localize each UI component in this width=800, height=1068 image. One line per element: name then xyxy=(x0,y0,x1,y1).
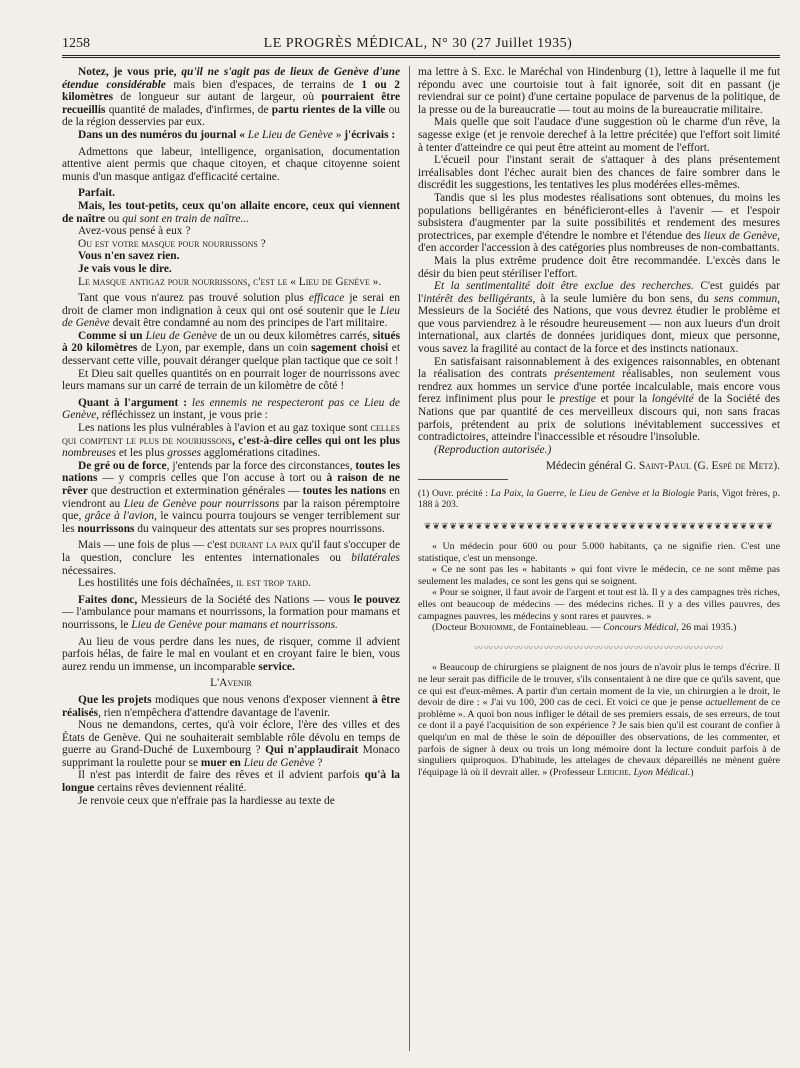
text-run: Médecin général G. xyxy=(545,460,639,473)
left-column-paragraph xyxy=(62,250,400,263)
left-column-paragraph xyxy=(62,263,400,276)
article-continuation xyxy=(418,66,780,473)
right-column-paragraph xyxy=(418,116,780,154)
text-run: « Ce ne sont pas les « habitants » qui font vivre le médecin, ce ne sont même pas seulement les malades, ce sont les gens qui se soignent. xyxy=(418,564,780,587)
text-run: modiques que nous venons d'exposer viennent xyxy=(151,693,373,706)
left-column-paragraph xyxy=(62,577,400,590)
text-run: Bonhomme xyxy=(469,622,514,634)
text-run: Lieu de Genève xyxy=(62,304,400,330)
text-run: Et la sentimentalité doit être exclue des recherches. xyxy=(434,280,694,293)
text-run: partu rientes de la ville xyxy=(271,103,386,116)
text-run: Lieu de Genève xyxy=(145,329,218,342)
text-run: Le masque antigaz pour nourrissons, c'est le « Lieu de Genève ». xyxy=(78,275,382,288)
text-run: En satisfaisant raisonnablement à des exigences raisonnables, en obtenant la réalisation des contrats xyxy=(418,355,780,381)
text-run: Quant à l'argument : xyxy=(78,396,192,409)
right-column xyxy=(418,66,780,778)
text-run: nourrissons xyxy=(77,522,135,535)
text-run: situés à 20 kilomètres xyxy=(62,329,400,355)
left-column-paragraph xyxy=(62,368,400,393)
author-signature xyxy=(418,460,780,473)
text-run: et pour la xyxy=(595,393,652,406)
footnote xyxy=(418,488,780,510)
text-run: qu'il faut s'occuper de la question, conclure les ententes internationales ou xyxy=(62,539,401,564)
text-run: « Un médecin pour 600 ou pour 5.000 habitants, ça ne signifie rien. C'est une statistique, c'est un mensonge. xyxy=(418,541,780,564)
text-run: pourraient être recueillis xyxy=(62,91,400,116)
text-run: Paris, Vigot frères, p. 188 à 203. xyxy=(418,488,780,511)
text-run: de Lyon, par exemple, dans un coin xyxy=(137,342,312,355)
left-column-paragraph xyxy=(62,129,400,142)
text-run: de ce problème ». A quoi bon nous infliger le détail de ses premiers essais, de ses erreurs, de tout ce dont il a payé l'acquisition de son expérience ? Je sais bien qu'il est courant de confier à quelqu'un en mal de thèse le soin de dépouiller des observations, de les commenter, et parfois de signer à deux ou trois un long mémoire dont la lecture conduit parfois à de singuliers quiproquos. D'habitude, les attelages de chevaux dépareillés ne mènent guère l'équipage là où il devrait aller. » (Professeur xyxy=(418,697,780,778)
left-column-paragraph xyxy=(62,694,400,719)
text-run: ma lettre à S. Exc. le Maréchal von Hindenburg (1), lettre à laquelle il me fut répondu avec une courtoisie tout à fait ignorée, soit dit en passant (je reviendrai sur ce point) d'une certaine populace de parvenus de la politique, de la presse ou de la bureaucratie — tout au moins de la bureaucratie militaire. xyxy=(418,66,780,116)
left-column-paragraph xyxy=(62,795,400,808)
text-run: ). xyxy=(773,460,780,473)
text-run: Nous ne demandons, certes, qu'à voir éclore, l'ère des villes et des États de Genève. Qui ne souhaiterait semblable rôle dévolu en temps de guerre au Grand-Duché de Luxembourg ? xyxy=(62,719,400,757)
text-run: Mais la plus extrême prudence doit être recommandée. L'excès dans le désir du bien peut stériliser l'effort. xyxy=(418,254,780,280)
text-run: grâce à l'avion xyxy=(84,510,155,523)
left-column-paragraph xyxy=(62,719,400,769)
text-run: efficace xyxy=(308,292,345,305)
right-column-paragraph xyxy=(418,356,780,444)
text-run: quantité de malades, d'infirmes, de xyxy=(105,103,272,116)
text-run: le pouvez xyxy=(353,593,400,606)
left-column-paragraph xyxy=(62,276,400,289)
text-run: Lieu de Genève pour mamans et nourrissons. xyxy=(131,618,338,631)
right-column-paragraph xyxy=(418,280,780,356)
text-run: , d'en accorder l'accession à des catégories plus nombreuses de non-combattants. xyxy=(418,229,780,255)
text-run: Qui n'applaudirait xyxy=(265,744,359,757)
text-run: Il n'est pas interdit de faire des rêves et il advient parfois xyxy=(78,769,365,782)
text-run: L'écueil pour l'instant serait de s'attaquer à des plans présentement irréalisables dont l'échec aurait bien des chances de faire sombrer dans le discrédit les suggestions, les tentatives les plus modérées elles-mêmes. xyxy=(418,154,780,192)
text-run: bilatérales xyxy=(351,551,400,564)
text-run: Je vais vous le dire. xyxy=(78,262,172,275)
left-column-paragraph xyxy=(62,146,400,184)
text-run: lieux de Genève xyxy=(703,229,778,242)
text-run: De gré ou de force xyxy=(78,459,167,472)
text-run: présentement xyxy=(554,368,615,381)
text-run: — y compris celles que l'on accuse à tort ou xyxy=(97,472,327,485)
text-run: Mais — une fois de plus — c'est xyxy=(78,539,230,552)
text-run: C'est guidés par l' xyxy=(418,280,780,305)
left-column-paragraph xyxy=(62,330,400,368)
text-run: celles qui comptent le plus de nourrissons xyxy=(62,422,400,447)
text-run: ou xyxy=(105,212,123,225)
text-run: L'Avenir xyxy=(210,677,252,690)
text-run: Ou est votre masque pour nourrissons ? xyxy=(78,237,266,250)
footnote-paragraph xyxy=(418,488,780,510)
text-run: de un ou deux kilomètres carrés, xyxy=(217,329,373,342)
text-run: « Beaucoup de chirurgiens se plaignent de nos jours de n'avoir plus le temps d'écrire. Il ne leur serait pas difficile de le trouver, s'ils consentaient à ne dire que ce qu'ils savent, que ce qui est d'eux-mêmes. A partir d'un certain moment de la vie, un chirurgien a le droit, le devoir de dire : « J'ai vu 100, 200 cas de ceci. Et voici ce que je pense xyxy=(418,662,780,709)
text-run: Faites donc, xyxy=(78,593,138,606)
text-run: Leriche xyxy=(597,766,629,778)
text-run: par la raison péremptoire que, xyxy=(62,497,400,523)
text-run: Au lieu de vous perdre dans les nues, de risquer, comme il advient parfois hélas, de faire le mal en voulant et en croyant faire le bien, vous aurez rendu un immense, un incomparable xyxy=(62,635,400,673)
text-run: agglomérations citadines. xyxy=(201,447,321,460)
text-run: (1) Ouvr. précité : xyxy=(418,488,491,499)
text-run: Le Lieu de Genève xyxy=(247,128,333,141)
quote1-paragraph xyxy=(418,541,780,564)
text-run: . xyxy=(628,766,634,778)
text-run: , Messieurs de la Société des Nations, que vous devrez étudier le problème et que vous parviendrez à le résoudre heureusement — non aux lueurs d'un droit international, aux clartés de données juridiques dont, mieux que personne, vous savez la fragilité au contact de la force et des instincts nationaux. xyxy=(418,292,781,356)
text-run: je serai en droit de clamer mon indignation à ceux qui ont osé soutenir que le xyxy=(62,292,400,317)
text-run: nombreuses xyxy=(62,447,116,460)
text-run: à raison de ne rêver xyxy=(62,472,400,497)
text-run: sens commun xyxy=(713,292,778,305)
left-column-paragraph xyxy=(62,292,400,330)
text-run: certains rêves deviennent réalité. xyxy=(94,782,247,795)
text-run: Lieu de Genève pour nourrissons xyxy=(123,497,280,510)
text-run: que destruction et extermination générales — xyxy=(87,485,303,497)
text-run: ou de la région desservies par eux. xyxy=(62,103,400,129)
left-column-paragraph xyxy=(62,594,400,632)
text-run: il est trop tard. xyxy=(236,577,311,590)
text-run: Saint-Paul xyxy=(638,460,691,473)
text-run: Et Dieu sait quelles quantités on en pourrait loger de nourrissons avec leurs mamans sur un carré de terrain de un kilomètre de côté ! xyxy=(62,367,400,393)
text-run: Monaco supprimant la roulette pour se xyxy=(62,744,400,769)
text-run: Dans un des numéros du journal « xyxy=(78,128,248,141)
text-run: La Paix, la Guerre, le Lieu de Genève et la Biologie xyxy=(490,488,695,499)
text-run: toutes les nations xyxy=(302,485,387,497)
text-run: Admettons que labeur, intelligence, organisation, documentation attentive aient permis que chaque citoyen, et chaque citoyenne soient munis d'un masque antigaz d'efficacité certaine. xyxy=(62,145,400,183)
left-column-paragraph xyxy=(62,238,400,251)
text-run: , c'est-à-dire celles qui ont les plus xyxy=(231,434,400,447)
text-run: Lieu de Genève xyxy=(243,756,315,769)
text-run: (Docteur xyxy=(432,622,470,634)
text-run: « Pour se soigner, il faut avoir de l'argent et tout est là. Il y a des campagnes très riches, elles ont beaucoup de médecins — des médecins riches. Il y a des villes pauvres, des campagnes pauvres, les médecins y sont rares et pauvres. » xyxy=(418,587,780,622)
text-run: Messieurs de la Société des Nations — vous xyxy=(137,593,354,606)
text-run: Notez, je vous prie, xyxy=(78,66,182,78)
text-run: et desservant cette ville, pouvait déranger quelque plan tactique que ce soit ! xyxy=(62,342,400,368)
text-run: , réfléchissez un instant, je vous prie : xyxy=(96,409,268,422)
left-column-paragraph xyxy=(62,200,400,225)
text-run: réalisables, non seulement vous rendrez aux hommes un service d'une portée incalculable, mais encore vous ferez infiniment plus pour le xyxy=(418,368,780,406)
text-run: qui sont en train de naître... xyxy=(122,212,249,225)
wave-divider: 〰〰〰〰〰〰〰〰〰〰〰〰〰〰〰〰〰〰〰〰〰〰〰〰〰 xyxy=(473,642,724,653)
left-column-paragraph xyxy=(62,187,400,200)
text-run: durant la paix xyxy=(229,539,298,552)
text-run: service. xyxy=(258,660,295,673)
text-run: prestige xyxy=(559,393,596,406)
text-run: Parfait. xyxy=(78,187,116,200)
text-run: en viendront au xyxy=(62,485,400,510)
left-column-paragraph xyxy=(62,225,400,238)
text-run: ) xyxy=(690,766,694,778)
left-column-paragraph xyxy=(62,422,400,460)
left-column-paragraph xyxy=(62,636,400,674)
text-run: et les plus xyxy=(116,447,168,460)
text-run: , le vaincu pourra toujours se venger terriblement sur les xyxy=(62,510,400,535)
text-run: — l'ambulance pour mamans et nourrissons, la formation pour mamans et nourrissons, le xyxy=(62,606,400,631)
right-column-paragraph xyxy=(418,255,780,280)
text-run: Lyon Médical. xyxy=(633,766,691,778)
text-run: (G. xyxy=(690,460,712,473)
running-head: LE PROGRÈS MÉDICAL, N° 30 (27 Juillet 1935) xyxy=(263,36,573,51)
text-run: actuellement xyxy=(705,697,756,709)
text-run: Je renvoie ceux que n'effraie pas la hardiesse au texte de xyxy=(78,794,335,807)
left-column xyxy=(62,66,400,807)
right-column-paragraph xyxy=(418,154,780,192)
text-run: de la Société des Nations que par quantité de ces merveilleux discours qui, non sans fracas parfois, prétendent au prix de solutions inévitablement successives et contradictoires, atteindre l'inaccessible et résoudre l'insoluble. xyxy=(418,393,780,444)
quote1-paragraph xyxy=(418,564,780,587)
text-run: Que les projets xyxy=(78,693,152,706)
text-run: du vainqueur des attentats sur ses propres nourrissons. xyxy=(134,522,385,535)
text-run: Concours Médical xyxy=(603,622,677,634)
text-run: 1 ou 2 kilomètres xyxy=(62,78,400,104)
text-run: longévité xyxy=(651,393,694,406)
text-run: » xyxy=(332,128,345,141)
text-run: ? xyxy=(314,756,323,769)
text-run: , à la seule lumière du bon sens, du xyxy=(532,292,714,305)
text-run: (Reproduction autorisée.) xyxy=(434,443,552,456)
text-run: devait être condamné au nom des principes de l'art militaire. xyxy=(109,317,388,330)
page-number: 1258 xyxy=(62,36,90,51)
text-run: Mais quelle que soit l'audace d'une suggestion où le charme d'un rêve, la sagesse exige (et je renvoie derechef à la lettre précitée) que l'effort soit limité à tenter d'atteindre ce qui peut être atteint au moment de l'effort. xyxy=(418,116,780,154)
quote-leriche xyxy=(418,662,780,778)
page-header xyxy=(62,34,774,54)
text-run: de longueur sur autant de largeur, où xyxy=(113,91,322,104)
right-column-paragraph xyxy=(418,192,780,255)
text-run: Mais, les tout-petits, ceux qu'on allaite encore, ceux qui viennent de naître xyxy=(62,199,400,225)
text-run: sagement choisi xyxy=(311,342,389,355)
right-column-paragraph xyxy=(418,66,780,116)
text-run: Tant que vous n'aurez pas trouvé solution plus xyxy=(78,292,309,305)
text-run: intérêt des belligérants xyxy=(423,292,533,305)
quote-bonhomme xyxy=(418,541,780,634)
text-run: nécessaires. xyxy=(62,564,117,577)
text-run: mais bien d'espaces, de terrains de xyxy=(165,78,362,91)
left-column-paragraph xyxy=(62,397,400,422)
text-run: grosses xyxy=(167,447,202,460)
text-run: Les hostilités une fois déchaînées, xyxy=(78,577,237,590)
left-column-paragraph xyxy=(62,460,400,536)
left-column-paragraph xyxy=(62,66,400,129)
text-run: , de Fontainebleau. — xyxy=(513,622,604,634)
text-run: , j'entends par la force des circonstances, xyxy=(166,459,356,472)
text-run: toutes les nations xyxy=(62,459,401,485)
text-run: , 26 mai 1935.) xyxy=(676,622,737,634)
text-run: Tandis que si les plus modestes réalisations sont obtenues, du moins les populations belligérantes en bénéficieront-elles à l'avenir — et l'espoir subsistera d'augmenter par la suite possibilités et rendement des mesures protectrices, par exemple d'étendre le nombre et l'étendue des xyxy=(418,191,780,242)
quote2-paragraph xyxy=(418,662,780,778)
text-run: Avez-vous pensé à eux ? xyxy=(78,225,191,238)
text-run: qu'il ne s'agit pas de lieux de Genève d'une étendue considérable xyxy=(62,66,400,91)
header-rule xyxy=(62,55,780,58)
left-column-paragraph xyxy=(62,539,400,577)
text-run: Comme si un xyxy=(78,329,146,342)
left-column-paragraph xyxy=(62,769,400,794)
text-run: qu'à la longue xyxy=(62,769,400,795)
right-column-paragraph xyxy=(418,444,780,457)
text-run: à être réalisés xyxy=(62,693,400,719)
text-run: Espé de Metz xyxy=(711,460,774,473)
text-run: j'écrivais : xyxy=(344,128,396,141)
section-heading xyxy=(62,677,400,690)
text-run: les ennemis ne respecteront pas ce Lieu de Genève xyxy=(62,396,400,422)
text-run: Vous n'en savez rien. xyxy=(78,250,180,263)
text-run: Les nations les plus vulnérables à l'avion et au gaz toxique sont xyxy=(78,422,371,435)
quote1-paragraph xyxy=(418,587,780,622)
text-run: , rien n'empêchera d'attendre davantage de l'avenir. xyxy=(98,706,331,719)
column-separator xyxy=(409,66,410,1051)
quote1-paragraph xyxy=(418,622,780,634)
text-run: muer en xyxy=(200,756,244,769)
footnote-rule xyxy=(418,479,508,480)
ornament-divider: ❦❦❦❦❦❦❦❦❦❦❦❦❦❦❦❦❦❦❦❦❦❦❦❦❦❦❦❦❦❦❦❦❦❦❦❦❦❦❦❦❦ xyxy=(423,521,775,532)
